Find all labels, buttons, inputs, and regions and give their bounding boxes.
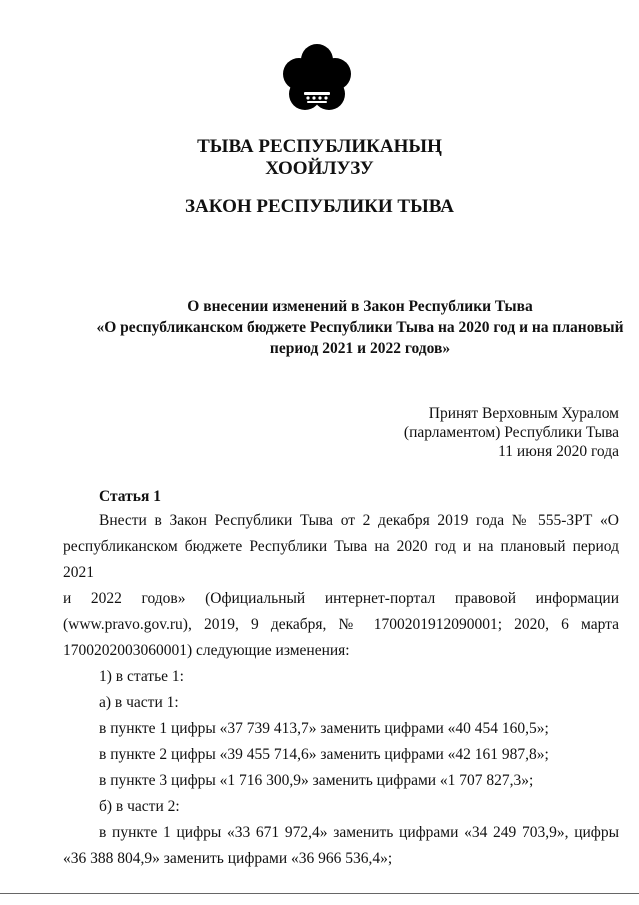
intro-line-4: (www.pravo.gov.ru), 2019, 9 декабря, № 1700201912090001; 2020, 6 марта <box>63 616 619 633</box>
adoption-line-1: Принят Верховным Хуралом <box>428 405 619 422</box>
law-subject <box>80 296 639 359</box>
title-line-2: ХООЙЛУЗУ <box>265 158 374 179</box>
bottom-rule <box>0 893 639 894</box>
part-a-item-1: в пункте 1 цифры «37 739 413,7» заменить цифрами «40 454 160,5»; <box>99 720 549 737</box>
adoption-note <box>404 404 619 461</box>
part-b-item-1-line-2: «36 388 804,9» заменить цифрами «36 966 536,4»; <box>63 850 393 867</box>
part-a-item-3: в пункте 3 цифры «1 716 300,9» заменить цифрами «1 707 827,3»; <box>99 772 534 789</box>
intro-line-5: 1700202003060001) следующие изменения: <box>63 642 350 659</box>
emblem-icon <box>277 38 357 118</box>
title-block <box>0 136 639 180</box>
part-b-item-1-line-1: в пункте 1 цифры «33 671 972,4» заменить цифрами «34 249 703,9», цифры <box>99 824 619 841</box>
title-line-1: ТЫВА РЕСПУБЛИКАНЫҢ <box>197 136 442 157</box>
law-title: ЗАКОН РЕСПУБЛИКИ ТЫВА <box>185 196 454 217</box>
part-b: б) в части 2: <box>99 798 180 815</box>
adoption-line-2: (парламентом) Республики Тыва <box>403 424 619 441</box>
intro-line-3: и 2022 годов» (Официальный интернет-портал правовой информации <box>63 590 619 607</box>
subject-line-3: период 2021 и 2022 годов» <box>269 340 451 357</box>
intro-line-2: республиканском бюджете Республики Тыва на 2020 год и на плановый период 2021 <box>63 538 619 581</box>
article-body <box>63 508 619 872</box>
subject-line-2: «О республиканском бюджете Республики Тыва на 2020 год и на плановый <box>96 319 624 336</box>
part-a: а) в части 1: <box>99 694 179 711</box>
article-heading: Статья 1 <box>99 488 161 505</box>
intro-line-1: Внести в Закон Республики Тыва от 2 декабря 2019 года № 555-ЗРТ «О <box>99 512 619 529</box>
adoption-line-3: 11 июня 2020 года <box>498 443 619 460</box>
subject-line-1: О внесении изменений в Закон Республики Тыва <box>187 298 533 315</box>
item-1: 1) в статье 1: <box>99 668 184 685</box>
part-a-item-2: в пункте 2 цифры «39 455 714,6» заменить цифрами «42 161 987,8»; <box>99 746 549 763</box>
